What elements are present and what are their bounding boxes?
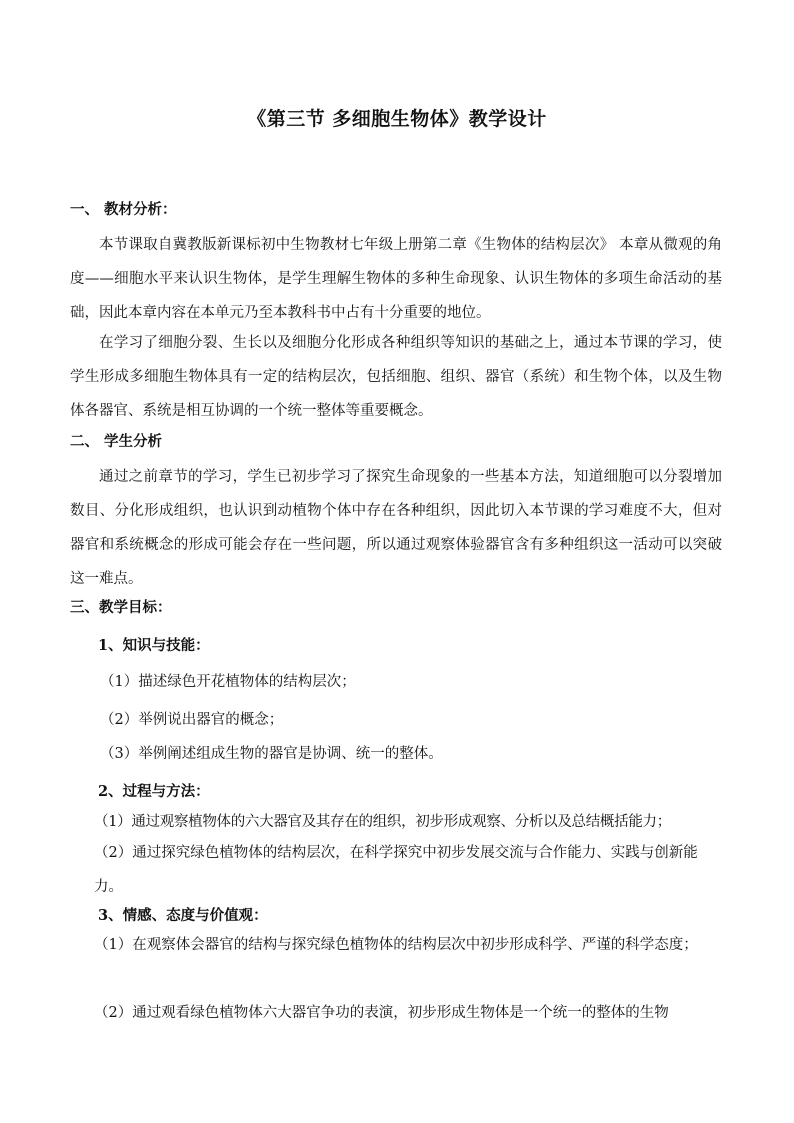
subsection-attitude-values: [70, 906, 722, 926]
subsection-heading: 3、情感、态度与价值观：: [98, 907, 268, 924]
goal-item: [70, 836, 726, 904]
list-item: （2）通过观看绿色植物体六大器官争功的表演，初步形成生物体是一个统一的整体的生物: [94, 1005, 669, 1021]
paragraph: 通过之前章节的学习，学生已初步学习了探究生命现象的一些基本方法，知道细胞可以分裂增加数目、分化形成组织，也认识到动植物个体中存在各种组织，因此切入本节课的学习难度不大，但对器官和系统概念的形成可能会存在一些问题，所以通过观察体验器官含有多种组织这一活动可以突破这一难点。: [70, 469, 722, 587]
section-textbook-analysis-body: [70, 228, 722, 330]
paragraph: 在学习了细胞分裂、生长以及细胞分化形成各种组织等知识的基础之上，通过本节课的学习，使学生形成多细胞生物体具有一定的结构层次，包括细胞、组织、器官（系统）和生物个体，以及生物体各器官、系统是相互协调的一个统一整体等重要概念。: [70, 335, 722, 419]
section-heading: 一、 教材分析：: [70, 201, 177, 218]
section-heading: 三、教学目标：: [70, 599, 172, 616]
goal-item: [70, 928, 726, 962]
list-item: （3）举例阐述组成生物的器官是协调、统一的整体。: [100, 746, 443, 762]
goal-item: [70, 812, 726, 832]
section-student-analysis-body: [70, 460, 722, 596]
section-teaching-goals: [70, 598, 722, 618]
document-title: 《第三节 多细胞生物体》教学设计: [247, 108, 547, 130]
goal-item: [70, 744, 722, 764]
list-item: （1）在观察体会器官的结构与探究绿色植物体的结构层次中初步形成科学、严谨的科学态度；: [94, 937, 698, 953]
list-item: （1）通过观察植物体的六大器官及其存在的组织，初步形成观察、分析以及总结概括能力；: [94, 814, 671, 830]
section-textbook-analysis: [70, 200, 722, 220]
subsection-heading: 2、过程与方法：: [98, 783, 210, 800]
subsection-heading: 1、知识与技能：: [98, 637, 210, 654]
list-item: （2）举例说出器官的概念；: [100, 712, 284, 728]
goal-item: [70, 996, 726, 1030]
goal-item: [70, 710, 722, 730]
goal-item: [70, 672, 722, 692]
paragraph: 本节课取自冀教版新课标初中生物教材七年级上册第二章《生物体的结构层次》 本章从微观的角度——细胞水平来认识生物体，是学生理解生物体的多种生命现象、认识生物体的多项生命活动的基础，因此本章内容在本单元乃至本教科书中占有十分重要的地位。: [70, 237, 722, 321]
section-textbook-analysis-body-2: [70, 326, 722, 428]
subsection-knowledge-skills: [70, 636, 722, 656]
list-item: （2）通过探究绿色植物体的结构层次，在科学探究中初步发展交流与合作能力、实践与创新能力。: [94, 845, 698, 895]
subsection-process-method: [70, 782, 722, 802]
section-heading: 二、 学生分析: [70, 433, 163, 450]
list-item: （1）描述绿色开花植物体的结构层次；: [100, 674, 356, 690]
section-student-analysis: [70, 432, 722, 452]
